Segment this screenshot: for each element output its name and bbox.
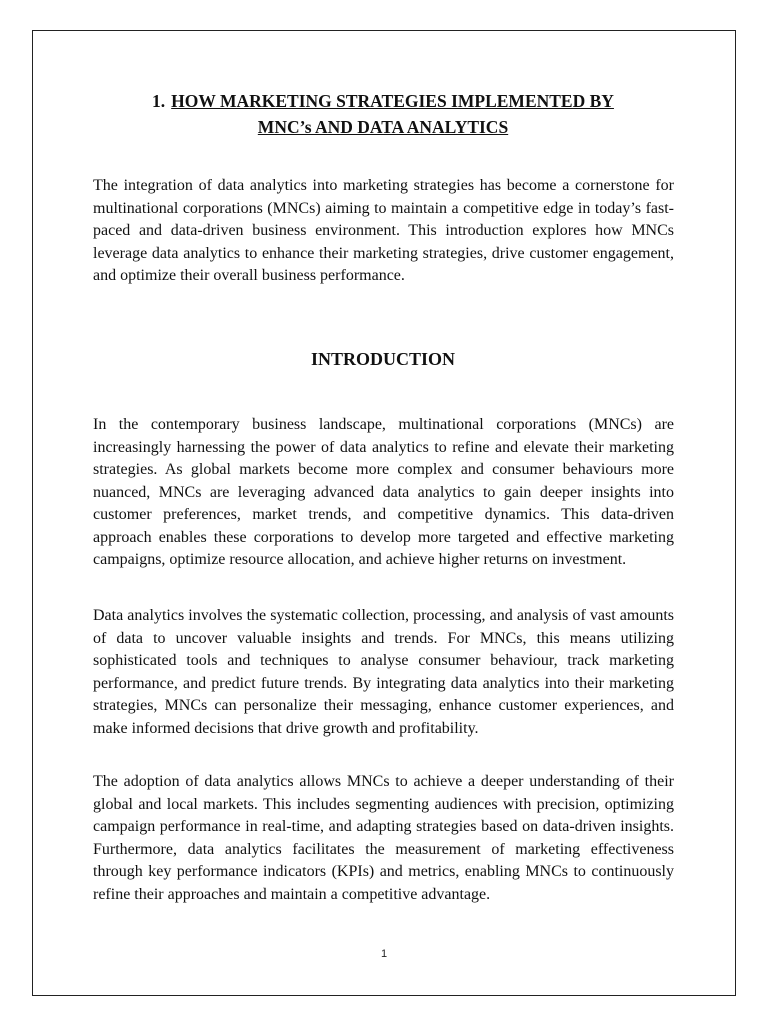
- document-title: [92, 88, 674, 140]
- body-paragraph-1: In the contemporary business landscape, multinational corporations (MNCs) are increasingly harnessing the power of data analytics to refine and elevate their marketing strategies. As global markets become more complex and consumer behaviours more nuanced, MNCs are leveraging advanced data analytics to gain deeper insights into customer preferences, market trends, and competitive dynamics. This data-driven approach enables these corporations to develop more targeted and effective marketing campaigns, optimize resource allocation, and achieve higher returns on investment.: [93, 416, 674, 568]
- title-line-1: [92, 88, 674, 114]
- title-number: 1.: [152, 91, 166, 111]
- title-text-line-1: HOW MARKETING STRATEGIES IMPLEMENTED BY: [171, 91, 614, 111]
- abstract-paragraph: The integration of data analytics into marketing strategies has become a cornerstone for multinational corporations (MNCs) aiming to maintain a competitive edge in today’s fast-paced and data-driven business environment. This introduction explores how MNCs leverage data analytics to enhance their marketing strategies, drive customer engagement, and optimize their overall business performance.: [93, 177, 674, 284]
- body-paragraph-3: The adoption of data analytics allows MNCs to achieve a deeper understanding of their global and local markets. This includes segmenting audiences with precision, optimizing campaign performance in real-time, and adapting strategies based on data-driven insights. Furthermore, data analytics facilitates the measurement of marketing effectiveness through key performance indicators (KPIs) and metrics, enabling MNCs to continuously refine their approaches and maintain a competitive advantage.: [93, 773, 674, 903]
- body-paragraph-2: Data analytics involves the systematic collection, processing, and analysis of vast amounts of data to uncover valuable insights and trends. For MNCs, this means utilizing sophisticated tools and techniques to analyse consumer behaviour, track marketing performance, and predict future trends. By integrating data analytics into their marketing strategies, MNCs can personalize their messaging, enhance customer experiences, and make informed decisions that drive growth and profitability.: [93, 607, 674, 737]
- title-text-line-2: MNC’s AND DATA ANALYTICS: [257, 117, 509, 137]
- section-heading-introduction: INTRODUCTION: [310, 349, 456, 369]
- page-number: 1: [380, 948, 388, 960]
